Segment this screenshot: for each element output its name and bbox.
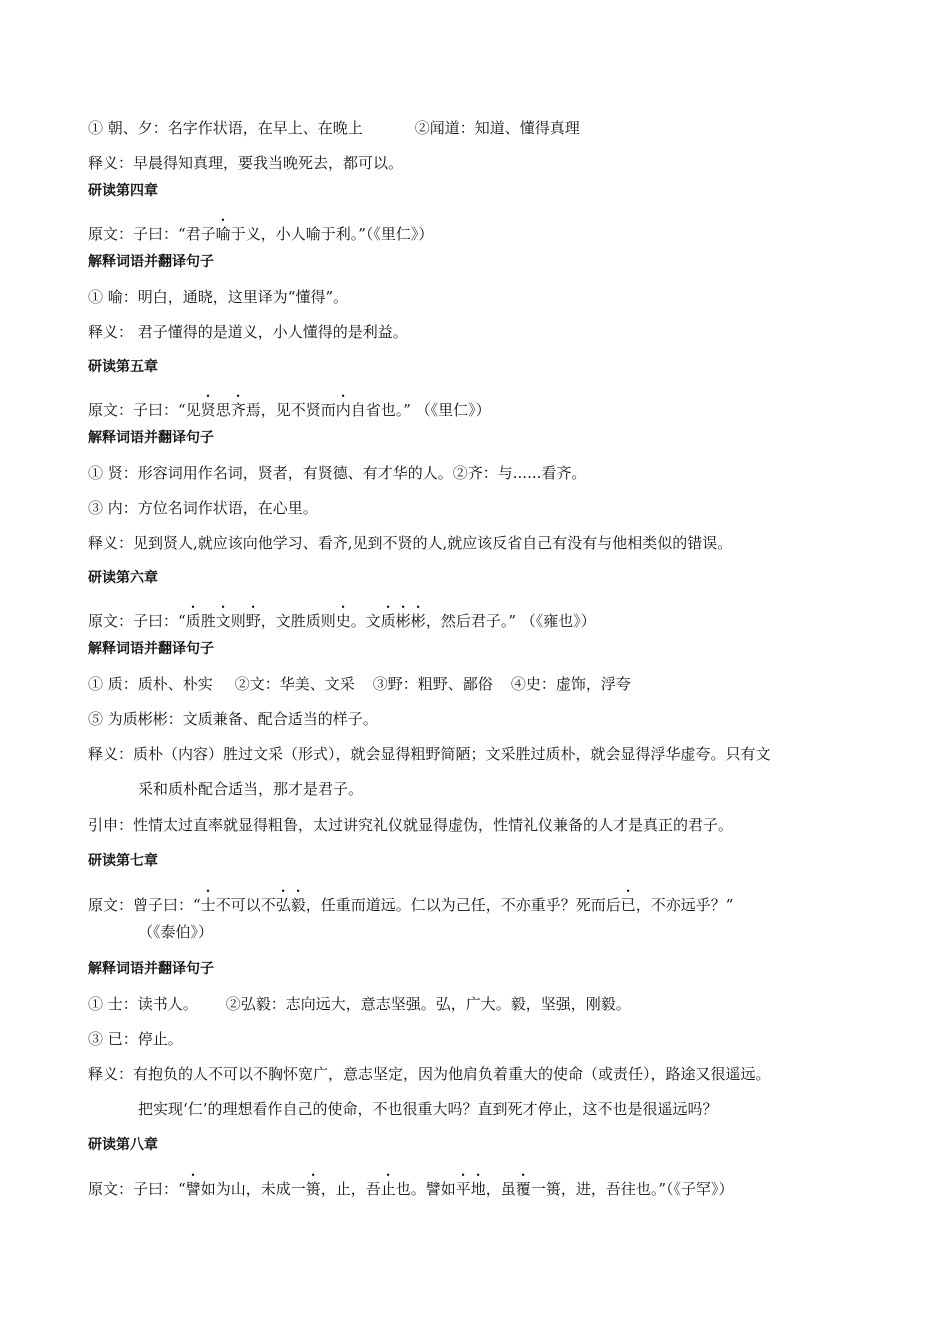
- note-ch6-2: ⑤ 为质彬彬：文质兼备、配合适当的样子。: [88, 710, 378, 728]
- translation-ch3: 释义：早晨得知真理，要我当晚死去，都可以。: [88, 154, 404, 172]
- translation-ch7-1: 释义：有抱负的人不可以不胸怀宽广，意志坚定，因为他肩负着重大的使命（或责任），路途又很遥远。: [88, 1065, 771, 1083]
- original-ch6: 原文：子曰：“质胜文则野，文胜质则史。文质彬彬，然后君子。” （《雍也》）: [88, 612, 596, 630]
- subheading-ch6: 解释词语并翻译句子: [88, 641, 214, 657]
- note-ch4-1: ① 喻：明白，通晓，这里译为“懂得”。: [88, 288, 349, 306]
- emphasis-mark: 喻: [215, 225, 231, 243]
- note-zhaoxi: ① 朝、夕：名字作状语，在早上、在晚上: [88, 119, 363, 137]
- translation-ch6-2: 采和质朴配合适当，那才是君子。: [138, 780, 364, 798]
- heading-ch7: 研读第七章: [88, 853, 158, 869]
- note-ch7-1: ① 士：读书人。 ②弘毅：志向远大，意志坚强。弘，广大。毅，坚强，刚毅。: [88, 995, 631, 1013]
- heading-ch8: 研读第八章: [88, 1137, 158, 1153]
- translation-ch4: 释义： 君子懂得的是道义，小人懂得的是利益。: [88, 323, 408, 341]
- note-ch5-1: ① 贤：形容词用作名词，贤者，有贤德、有才华的人。②齐：与......看齐。: [88, 464, 587, 482]
- note-ch5-2: ③ 内：方位名词作状语，在心里。: [88, 499, 318, 517]
- note-ch7-2: ③ 已：停止。: [88, 1030, 183, 1048]
- original-ch7: 原文：曾子曰：“士不可以不弘毅，任重而道远。仁以为己任，不亦重乎？死而后已，不亦远乎？”: [88, 896, 734, 914]
- heading-ch5: 研读第五章: [88, 359, 158, 375]
- subheading-ch7: 解释词语并翻译句子: [88, 961, 214, 977]
- original-ch4: 原文：子曰：“君子喻于义，小人喻于利。”（《里仁》）: [88, 225, 434, 243]
- note-ch6-1: ① 质：质朴、朴实 ②文：华美、文采 ③野：粗野、鄙俗 ④史：虚饰，浮夸: [88, 675, 631, 693]
- original-ch5: 原文：子曰：“见贤思齐焉，见不贤而内自省也。” （《里仁》）: [88, 401, 491, 419]
- original-ch8: 原文：子曰：“譬如为山，未成一篑，止，吾止也。譬如平地，虽覆一篑，进，吾往也。”（《子罕》）: [88, 1180, 734, 1198]
- subheading-ch5: 解释词语并翻译句子: [88, 430, 214, 446]
- source-ch7: （《泰伯》）: [138, 923, 214, 941]
- subheading-ch4: 解释词语并翻译句子: [88, 254, 214, 270]
- translation-ch6-1: 释义：质朴（内容）胜过文采（形式），就会显得粗野简陋；文采胜过质朴，就会显得浮华虚夸。只有文: [88, 745, 771, 763]
- note-line-1: [88, 118, 580, 138]
- heading-ch4: 研读第四章: [88, 183, 158, 199]
- extension-ch6: 引申：性情太过直率就显得粗鲁，太过讲究礼仪就显得虚伪，性情礼仪兼备的人才是真正的君子。: [88, 816, 734, 834]
- heading-ch6: 研读第六章: [88, 570, 158, 586]
- note-wendao: ②闻道：知道、懂得真理: [414, 119, 580, 137]
- translation-ch5: 释义：见到贤人,就应该向他学习、看齐,见到不贤的人,就应该反省自己有没有与他相类似的错误。: [88, 534, 733, 552]
- translation-ch7-2: 把实现‘仁’的理想看作自己的使命，不也很重大吗？直到死才停止，这不也是很遥远吗？: [138, 1100, 718, 1118]
